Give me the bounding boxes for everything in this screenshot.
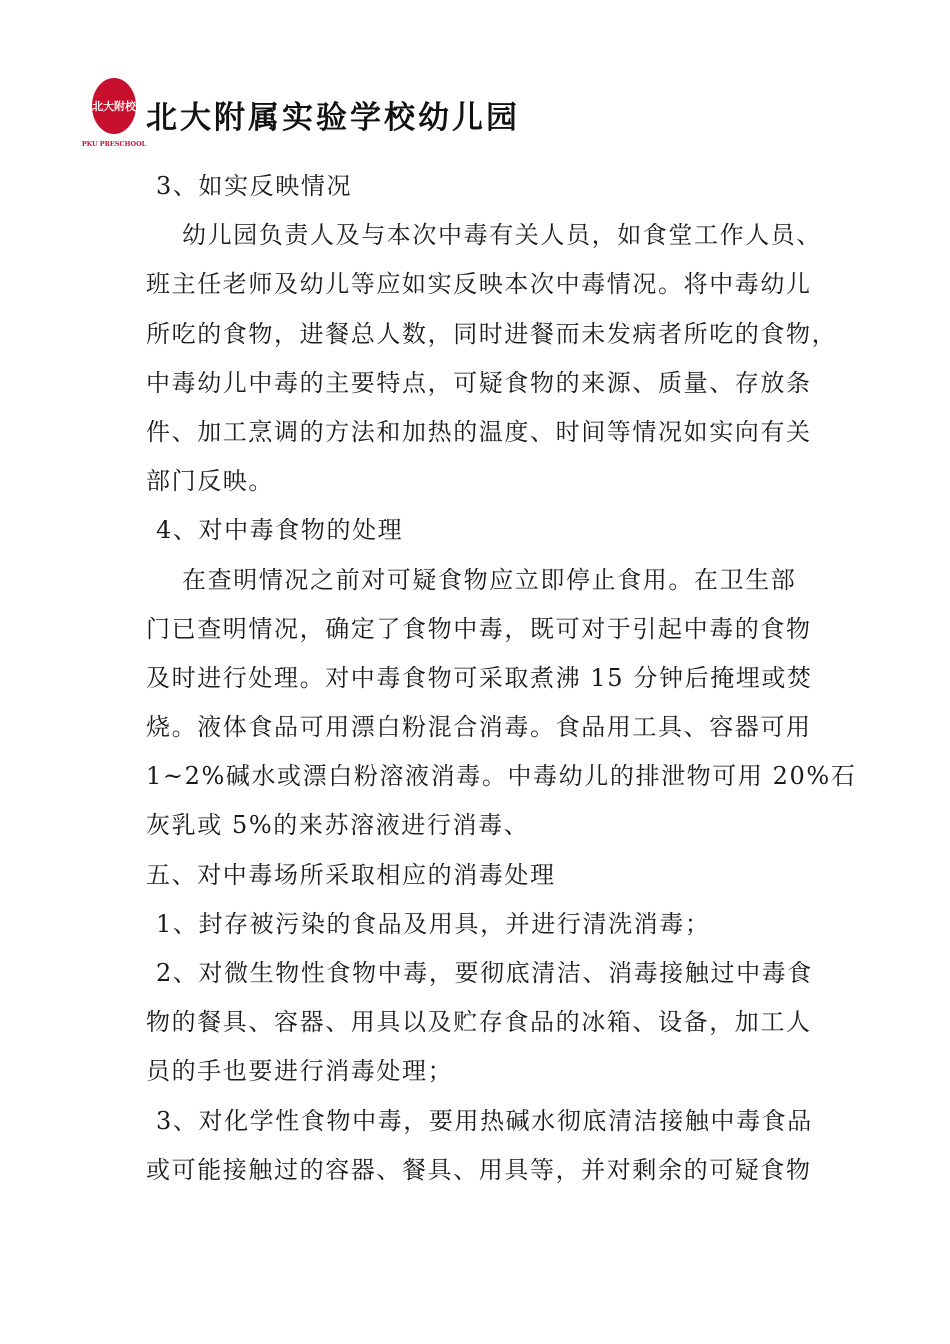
text-line: 及时进行处理。对中毒食物可采取煮沸 15 分钟后掩埋或焚 — [146, 663, 813, 692]
text-line: 灰乳或 5%的来苏溶液进行消毒、 — [146, 811, 530, 840]
text-line: 烧。液体食品可用漂白粉混合消毒。食品用工具、容器可用 — [146, 713, 812, 742]
text-line: 班主任老师及幼儿等应如实反映本次中毒情况。将中毒幼儿 — [146, 270, 812, 299]
text-line: 中毒幼儿中毒的主要特点，可疑食物的来源、质量、存放条 — [146, 368, 812, 397]
text-line: 幼儿园负责人及与本次中毒有关人员，如食堂工作人员、 — [182, 221, 822, 250]
logo-glyphs: 北大附校 — [92, 100, 136, 113]
text-line: 部门反映。 — [146, 467, 274, 496]
text-line: 所吃的食物，进餐总人数，同时进餐而未发病者所吃的食物， — [146, 319, 838, 348]
text-line: 2、对微生物性食物中毒，要彻底清洁、消毒接触过中毒食 — [156, 959, 813, 987]
text-line: 在查明情况之前对可疑食物应立即停止食用。在卫生部 — [182, 565, 797, 594]
text-line: 五、对中毒场所采取相应的消毒处理 — [146, 860, 556, 889]
text-line: 员的手也要进行消毒处理； — [146, 1057, 454, 1086]
text-line: 1、封存被污染的食品及用具，并进行清洗消毒； — [156, 909, 711, 938]
school-seal-logo — [80, 70, 150, 154]
text-line: 物的餐具、容器、用具以及贮存食品的冰箱、设备，加工人 — [146, 1008, 812, 1037]
text-line: 3、对化学性食物中毒，要用热碱水彻底清洁接触中毒食品 — [156, 1106, 813, 1135]
school-name: 北大附属实验学校幼儿园 — [146, 100, 520, 136]
text-line: 门已查明情况，确定了食物中毒，既可对于引起中毒的食物 — [146, 614, 812, 643]
text-line: 或可能接触过的容器、餐具、用具等，并对剩余的可疑食物 — [146, 1155, 812, 1184]
logo-caption: PKU PRESCHOOL — [81, 140, 147, 148]
document-header — [80, 70, 600, 154]
text-line: 3、如实反映情况 — [156, 172, 353, 200]
text-line: 1~2%碱水或漂白粉溶液消毒。中毒幼儿的排泄物可用 20%石 — [146, 762, 857, 791]
text-line: 4、对中毒食物的处理 — [156, 516, 404, 545]
text-line: 件、加工烹调的方法和加热的温度、时间等情况如实向有关 — [146, 417, 812, 446]
document-body — [146, 162, 857, 1195]
